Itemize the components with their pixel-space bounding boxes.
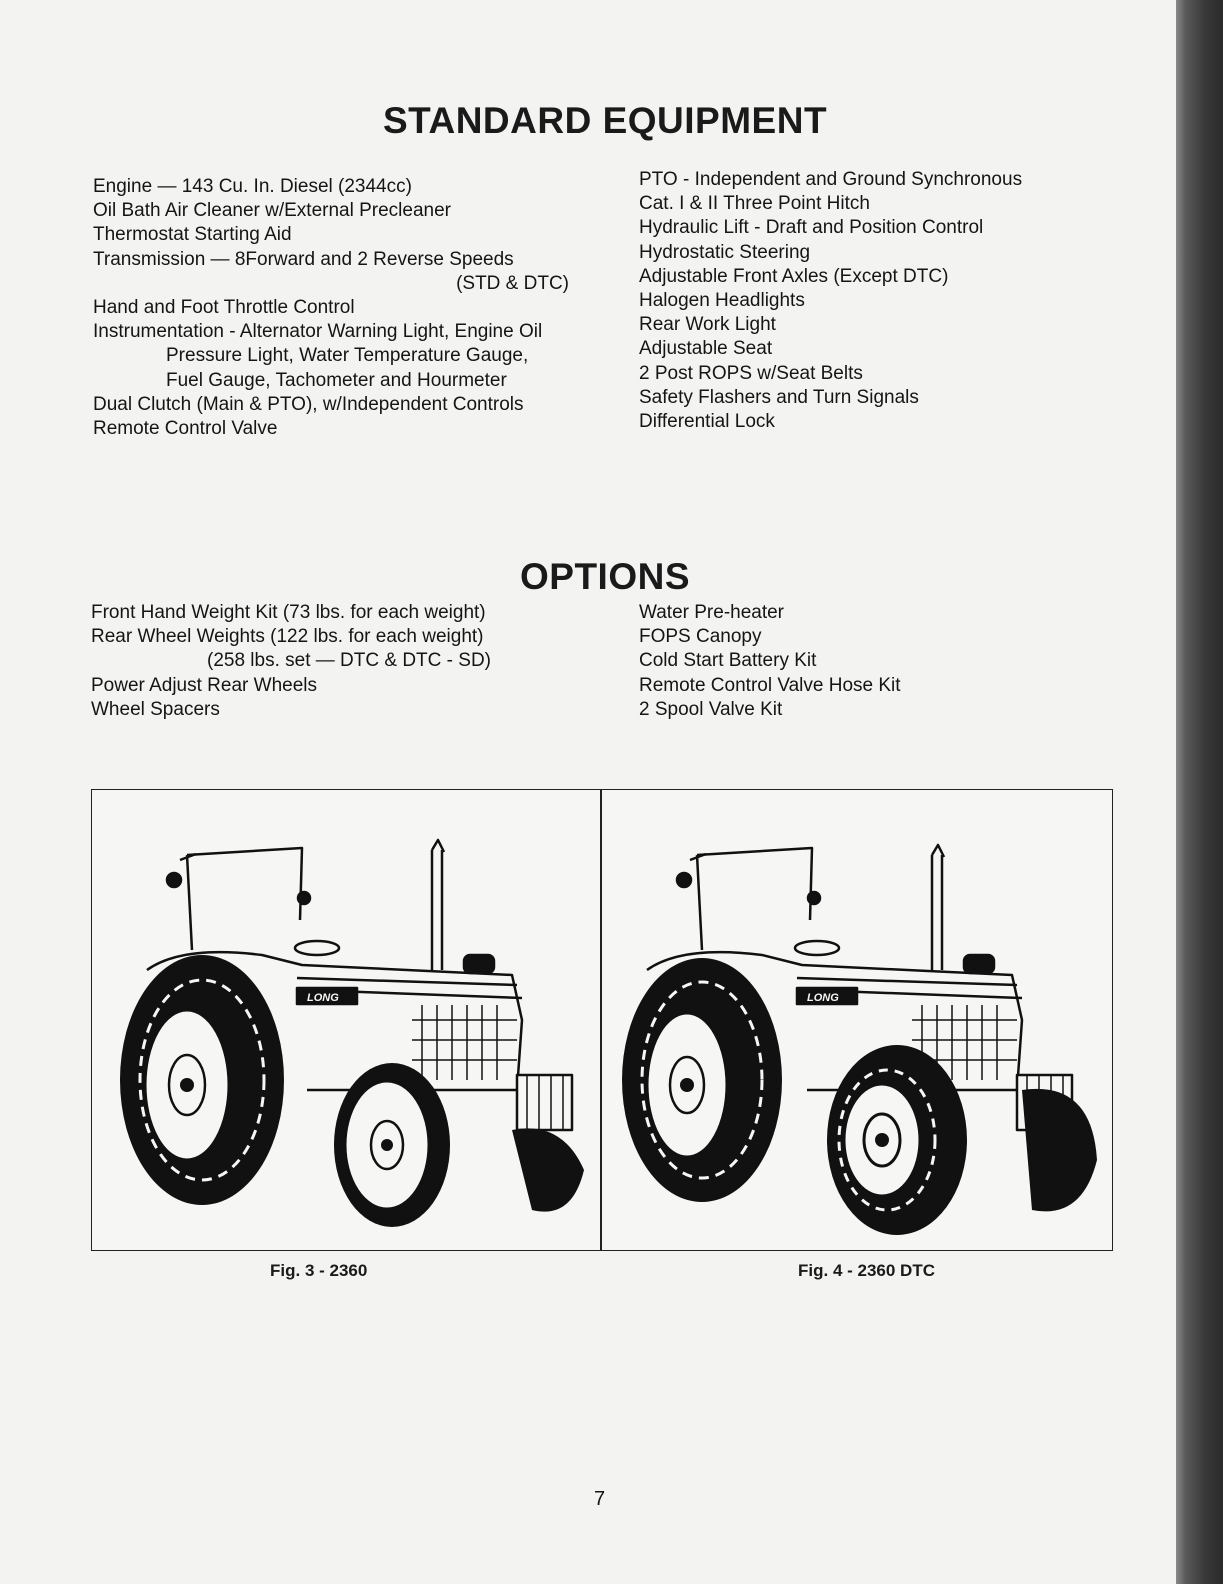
list-item: Safety Flashers and Turn Signals bbox=[639, 386, 919, 408]
standard-equipment-right-list bbox=[639, 168, 1022, 434]
list-item: Cold Start Battery Kit bbox=[639, 650, 817, 672]
list-item: PTO - Independent and Ground Synchronous bbox=[639, 169, 1023, 190]
list-item: Rear Work Light bbox=[639, 314, 776, 336]
standard-equipment-heading: STANDARD EQUIPMENT bbox=[382, 100, 828, 141]
list-item-continuation: Pressure Light, Water Temperature Gauge, bbox=[166, 345, 529, 367]
figure-frame bbox=[91, 789, 1113, 1251]
list-item-continuation: Fuel Gauge, Tachometer and Hourmeter bbox=[166, 369, 507, 391]
list-item: Halogen Headlights bbox=[639, 290, 805, 312]
list-item-continuation: (258 lbs. set — DTC & DTC - SD) bbox=[207, 650, 491, 672]
list-item: Front Hand Weight Kit (73 lbs. for each weight) bbox=[91, 602, 486, 623]
list-item: Cat. I & II Three Point Hitch bbox=[639, 193, 870, 215]
list-item: Instrumentation - Alternator Warning Light, Engine Oil bbox=[93, 321, 543, 343]
list-item: Thermostat Starting Aid bbox=[93, 224, 292, 246]
options-heading: OPTIONS bbox=[519, 556, 691, 597]
list-item-continuation: (STD & DTC) bbox=[456, 272, 569, 294]
book-spine-edge bbox=[1176, 0, 1223, 1584]
figure-3-caption: Fig. 3 - 2360 bbox=[270, 1261, 368, 1280]
figure-4-caption: Fig. 4 - 2360 DTC bbox=[798, 1261, 935, 1280]
list-item: Dual Clutch (Main & PTO), w/Independent Controls bbox=[93, 393, 524, 415]
tractor-2360-drawing bbox=[92, 790, 600, 1250]
list-item: 2 Post ROPS w/Seat Belts bbox=[639, 362, 863, 384]
list-item: FOPS Canopy bbox=[639, 626, 762, 648]
long-badge-text: LONG bbox=[807, 992, 839, 1004]
standard-equipment-left-list bbox=[93, 175, 569, 441]
list-item: Transmission — 8Forward and 2 Reverse Speeds bbox=[93, 248, 514, 270]
figure-3-tractor-illustration bbox=[92, 790, 600, 1250]
list-item: Oil Bath Air Cleaner w/External Precleaner bbox=[93, 200, 451, 222]
list-item: Power Adjust Rear Wheels bbox=[91, 674, 317, 696]
tractor-2360-dtc-drawing bbox=[602, 790, 1110, 1250]
list-item: Hand and Foot Throttle Control bbox=[93, 297, 355, 319]
list-item: Rear Wheel Weights (122 lbs. for each weight) bbox=[91, 626, 484, 648]
list-item: 2 Spool Valve Kit bbox=[639, 698, 783, 720]
list-item: Remote Control Valve Hose Kit bbox=[639, 674, 901, 696]
options-right-list bbox=[639, 601, 901, 722]
list-item: Wheel Spacers bbox=[91, 698, 220, 720]
list-item: Differential Lock bbox=[639, 411, 775, 433]
list-item: Hydrostatic Steering bbox=[639, 241, 811, 263]
figure-4-tractor-dtc-illustration bbox=[602, 790, 1110, 1250]
list-item: Adjustable Seat bbox=[639, 338, 773, 360]
list-item: Adjustable Front Axles (Except DTC) bbox=[639, 265, 949, 287]
long-badge-text: LONG bbox=[307, 992, 339, 1004]
list-item: Engine — 143 Cu. In. Diesel (2344cc) bbox=[93, 176, 412, 197]
list-item: Hydraulic Lift - Draft and Position Control bbox=[639, 217, 984, 239]
options-left-list bbox=[91, 601, 491, 722]
list-item: Water Pre-heater bbox=[639, 602, 785, 623]
list-item: Remote Control Valve bbox=[93, 418, 278, 440]
page-number: 7 bbox=[594, 1488, 606, 1510]
